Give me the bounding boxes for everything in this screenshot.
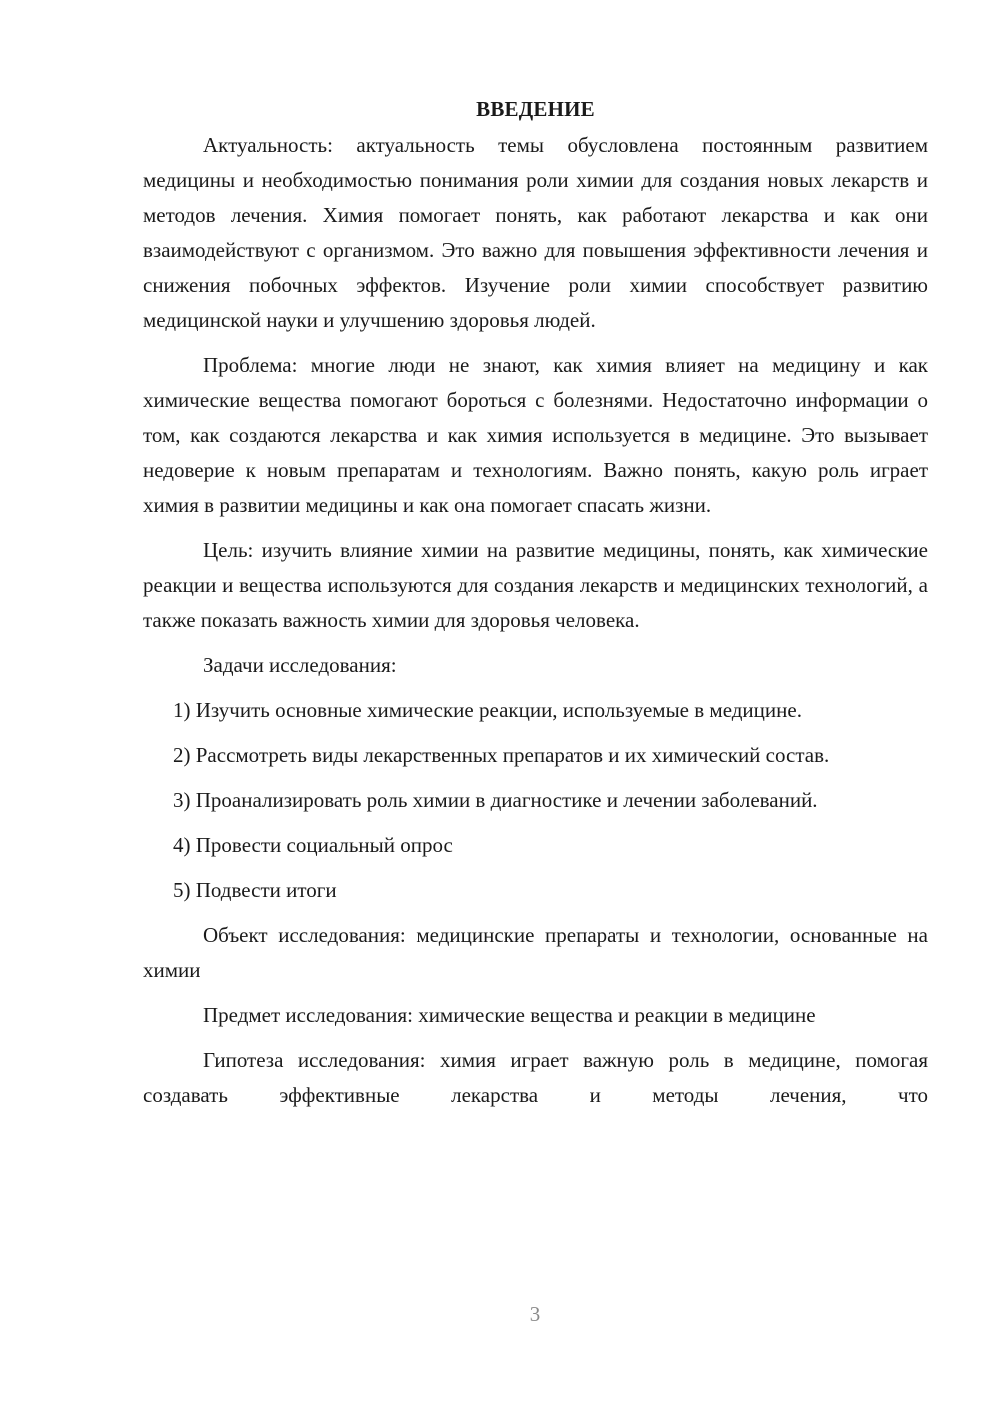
paragraph-goal: Цель: изучить влияние химии на развитие медицины, понять, как химические реакции и вещества используются для создания лекарств и медицинских технологий, а также показать важность химии для здоровья человека. xyxy=(143,538,928,632)
task-item-5: 5) Подвести итоги xyxy=(173,878,337,902)
task-item-2: 2) Рассмотреть виды лекарственных препаратов и их химический состав. xyxy=(173,743,830,767)
paragraph-object: Объект исследования: медицинские препараты и технологии, основанные на химии xyxy=(143,923,928,982)
tasks-title: Задачи исследования: xyxy=(203,653,397,677)
task-item-1: 1) Изучить основные химические реакции, используемые в медицине. xyxy=(173,698,802,722)
paragraph-problem: Проблема: многие люди не знают, как химия влияет на медицину и как химические вещества помогают бороться с болезнями. Недостаточно информации о том, как создаются лекарства и как химия используется в медицине. Это вызывает недоверие к новым препаратам и технологиям. Важно понять, какую роль играет химия в развитии медицины и как она помогает спасать жизни. xyxy=(143,353,928,517)
paragraph-subject: Предмет исследования: химические вещества и реакции в медицине xyxy=(203,1003,816,1027)
section-heading: ВВЕДЕНИЕ xyxy=(476,97,595,121)
document-page xyxy=(143,92,928,1123)
page-number: 3 xyxy=(529,1302,541,1326)
paragraph-relevance: Актуальность: актуальность темы обусловлена постоянным развитием медицины и необходимостью понимания роли химии для создания новых лекарств и методов лечения. Химия помогает понять, как работают лекарства и как они взаимодействуют с организмом. Это важно для повышения эффективности лечения и снижения побочных эффектов. Изучение роли химии способствует развитию медицинской науки и улучшению здоровья людей. xyxy=(143,133,928,332)
task-item-3: 3) Проанализировать роль химии в диагностике и лечении заболеваний. xyxy=(173,788,818,812)
task-item-4: 4) Провести социальный опрос xyxy=(173,833,453,857)
paragraph-hypothesis: Гипотеза исследования: химия играет важную роль в медицине, помогая создавать эффективные лекарства и методы лечения, что xyxy=(143,1048,928,1107)
